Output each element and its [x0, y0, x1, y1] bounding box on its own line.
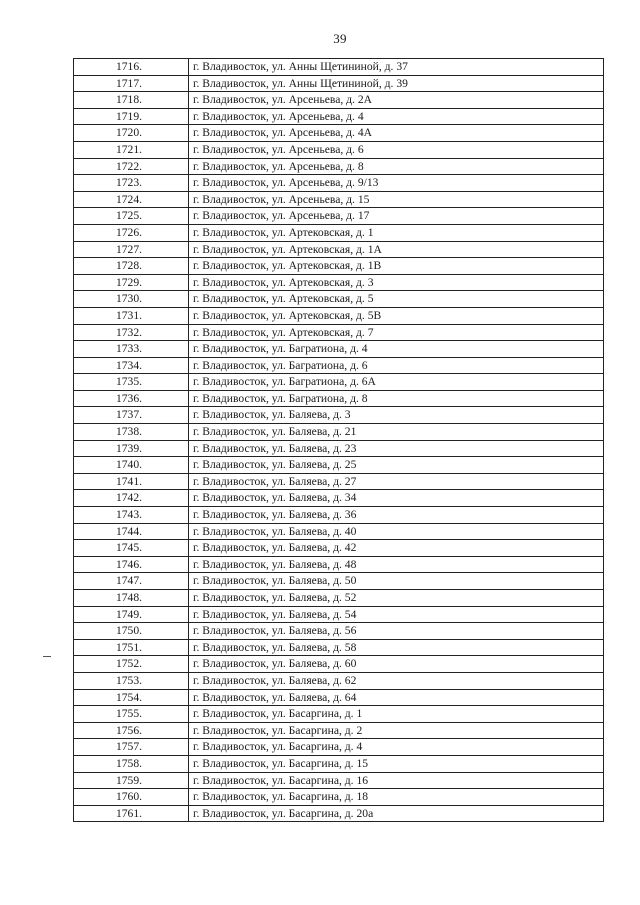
- table-row: [74, 639, 604, 656]
- row-address: г. Владивосток, ул. Артековская, д. 1: [189, 224, 604, 241]
- row-address: г. Владивосток, ул. Арсеньева, д. 8: [189, 158, 604, 175]
- row-address: г. Владивосток, ул. Баляева, д. 23: [189, 440, 604, 457]
- table-row: [74, 291, 604, 308]
- row-address: г. Владивосток, ул. Баляева, д. 58: [189, 639, 604, 656]
- row-number: 1744.: [74, 523, 189, 540]
- row-address: г. Владивосток, ул. Баляева, д. 50: [189, 573, 604, 590]
- row-address: г. Владивосток, ул. Баляева, д. 42: [189, 540, 604, 557]
- row-number: 1740.: [74, 457, 189, 474]
- row-number: 1718.: [74, 92, 189, 109]
- table-row: [74, 224, 604, 241]
- row-number: 1739.: [74, 440, 189, 457]
- table-row: [74, 672, 604, 689]
- row-number: 1730.: [74, 291, 189, 308]
- row-number: 1754.: [74, 689, 189, 706]
- row-number: 1751.: [74, 639, 189, 656]
- row-address: г. Владивосток, ул. Арсеньева, д. 4А: [189, 125, 604, 142]
- row-number: 1731.: [74, 307, 189, 324]
- row-number: 1719.: [74, 108, 189, 125]
- row-number: 1724.: [74, 191, 189, 208]
- row-number: 1727.: [74, 241, 189, 258]
- table-row: [74, 789, 604, 806]
- row-address: г. Владивосток, ул. Баляева, д. 60: [189, 656, 604, 673]
- row-address: г. Владивосток, ул. Басаргина, д. 1: [189, 706, 604, 723]
- table-row: [74, 590, 604, 607]
- row-address: г. Владивосток, ул. Артековская, д. 5В: [189, 307, 604, 324]
- address-table-body: [74, 59, 604, 822]
- row-address: г. Владивосток, ул. Арсеньева, д. 2А: [189, 92, 604, 109]
- row-number: 1716.: [74, 59, 189, 76]
- table-row: [74, 407, 604, 424]
- table-row: [74, 523, 604, 540]
- table-row: [74, 706, 604, 723]
- table-row: [74, 689, 604, 706]
- table-row: [74, 457, 604, 474]
- row-number: 1722.: [74, 158, 189, 175]
- row-address: г. Владивосток, ул. Баляева, д. 40: [189, 523, 604, 540]
- row-address: г. Владивосток, ул. Артековская, д. 5: [189, 291, 604, 308]
- table-row: [74, 390, 604, 407]
- table-row: [74, 59, 604, 76]
- table-row: [74, 75, 604, 92]
- row-address: г. Владивосток, ул. Арсеньева, д. 6: [189, 141, 604, 158]
- row-number: 1760.: [74, 789, 189, 806]
- row-number: 1720.: [74, 125, 189, 142]
- row-address: г. Владивосток, ул. Баляева, д. 52: [189, 590, 604, 607]
- row-number: 1761.: [74, 805, 189, 822]
- row-address: г. Владивосток, ул. Басаргина, д. 2: [189, 722, 604, 739]
- row-address: г. Владивосток, ул. Басаргина, д. 4: [189, 739, 604, 756]
- row-address: г. Владивосток, ул. Багратиона, д. 4: [189, 341, 604, 358]
- row-address: г. Владивосток, ул. Баляева, д. 34: [189, 490, 604, 507]
- row-address: г. Владивосток, ул. Баляева, д. 54: [189, 606, 604, 623]
- row-number: 1728.: [74, 258, 189, 275]
- row-number: 1723.: [74, 175, 189, 192]
- row-number: 1736.: [74, 390, 189, 407]
- row-address: г. Владивосток, ул. Баляева, д. 48: [189, 556, 604, 573]
- table-row: [74, 125, 604, 142]
- row-address: г. Владивосток, ул. Анны Щетининой, д. 37: [189, 59, 604, 76]
- row-address: г. Владивосток, ул. Баляева, д. 56: [189, 623, 604, 640]
- table-row: [74, 175, 604, 192]
- row-number: 1758.: [74, 755, 189, 772]
- row-number: 1732.: [74, 324, 189, 341]
- row-address: г. Владивосток, ул. Арсеньева, д. 9/13: [189, 175, 604, 192]
- row-number: 1748.: [74, 590, 189, 607]
- table-row: [74, 274, 604, 291]
- row-address: г. Владивосток, ул. Баляева, д. 64: [189, 689, 604, 706]
- table-row: [74, 258, 604, 275]
- row-address: г. Владивосток, ул. Арсеньева, д. 15: [189, 191, 604, 208]
- row-number: 1759.: [74, 772, 189, 789]
- row-number: 1747.: [74, 573, 189, 590]
- table-row: [74, 772, 604, 789]
- row-address: г. Владивосток, ул. Багратиона, д. 8: [189, 390, 604, 407]
- row-number: 1734.: [74, 357, 189, 374]
- row-address: г. Владивосток, ул. Артековская, д. 7: [189, 324, 604, 341]
- address-table: [73, 58, 604, 822]
- row-number: 1721.: [74, 141, 189, 158]
- table-row: [74, 755, 604, 772]
- row-number: 1750.: [74, 623, 189, 640]
- table-row: [74, 324, 604, 341]
- row-number: 1738.: [74, 424, 189, 441]
- table-row: [74, 440, 604, 457]
- row-address: г. Владивосток, ул. Артековская, д. 3: [189, 274, 604, 291]
- row-address: г. Владивосток, ул. Басаргина, д. 18: [189, 789, 604, 806]
- row-address: г. Владивосток, ул. Баляева, д. 27: [189, 473, 604, 490]
- row-address: г. Владивосток, ул. Баляева, д. 21: [189, 424, 604, 441]
- table-row: [74, 473, 604, 490]
- table-row: [74, 374, 604, 391]
- table-row: [74, 722, 604, 739]
- table-row: [74, 341, 604, 358]
- row-address: г. Владивосток, ул. Басаргина, д. 16: [189, 772, 604, 789]
- address-table-container: [73, 58, 604, 822]
- row-number: 1733.: [74, 341, 189, 358]
- table-row: [74, 656, 604, 673]
- row-number: 1726.: [74, 224, 189, 241]
- row-number: 1737.: [74, 407, 189, 424]
- table-row: [74, 208, 604, 225]
- table-row: [74, 540, 604, 557]
- row-address: г. Владивосток, ул. Багратиона, д. 6А: [189, 374, 604, 391]
- margin-mark: [43, 656, 51, 657]
- page-number: 39: [333, 31, 347, 46]
- row-number: 1717.: [74, 75, 189, 92]
- table-row: [74, 92, 604, 109]
- row-address: г. Владивосток, ул. Арсеньева, д. 17: [189, 208, 604, 225]
- row-number: 1735.: [74, 374, 189, 391]
- row-number: 1729.: [74, 274, 189, 291]
- table-row: [74, 158, 604, 175]
- row-number: 1746.: [74, 556, 189, 573]
- row-address: г. Владивосток, ул. Арсеньева, д. 4: [189, 108, 604, 125]
- table-row: [74, 241, 604, 258]
- row-number: 1742.: [74, 490, 189, 507]
- row-number: 1755.: [74, 706, 189, 723]
- row-number: 1756.: [74, 722, 189, 739]
- table-row: [74, 357, 604, 374]
- row-address: г. Владивосток, ул. Баляева, д. 36: [189, 507, 604, 524]
- table-row: [74, 623, 604, 640]
- row-number: 1753.: [74, 672, 189, 689]
- row-number: 1752.: [74, 656, 189, 673]
- row-address: г. Владивосток, ул. Баляева, д. 3: [189, 407, 604, 424]
- table-row: [74, 805, 604, 822]
- table-row: [74, 424, 604, 441]
- table-row: [74, 490, 604, 507]
- table-row: [74, 739, 604, 756]
- row-address: г. Владивосток, ул. Артековская, д. 1А: [189, 241, 604, 258]
- row-address: г. Владивосток, ул. Баляева, д. 25: [189, 457, 604, 474]
- row-number: 1749.: [74, 606, 189, 623]
- table-row: [74, 507, 604, 524]
- row-number: 1741.: [74, 473, 189, 490]
- row-address: г. Владивосток, ул. Басаргина, д. 20а: [189, 805, 604, 822]
- table-row: [74, 191, 604, 208]
- row-address: г. Владивосток, ул. Багратиона, д. 6: [189, 357, 604, 374]
- row-number: 1725.: [74, 208, 189, 225]
- row-number: 1743.: [74, 507, 189, 524]
- row-address: г. Владивосток, ул. Басаргина, д. 15: [189, 755, 604, 772]
- table-row: [74, 141, 604, 158]
- row-address: г. Владивосток, ул. Баляева, д. 62: [189, 672, 604, 689]
- row-address: г. Владивосток, ул. Артековская, д. 1В: [189, 258, 604, 275]
- table-row: [74, 606, 604, 623]
- table-row: [74, 307, 604, 324]
- table-row: [74, 573, 604, 590]
- row-address: г. Владивосток, ул. Анны Щетининой, д. 39: [189, 75, 604, 92]
- table-row: [74, 108, 604, 125]
- table-row: [74, 556, 604, 573]
- row-number: 1757.: [74, 739, 189, 756]
- row-number: 1745.: [74, 540, 189, 557]
